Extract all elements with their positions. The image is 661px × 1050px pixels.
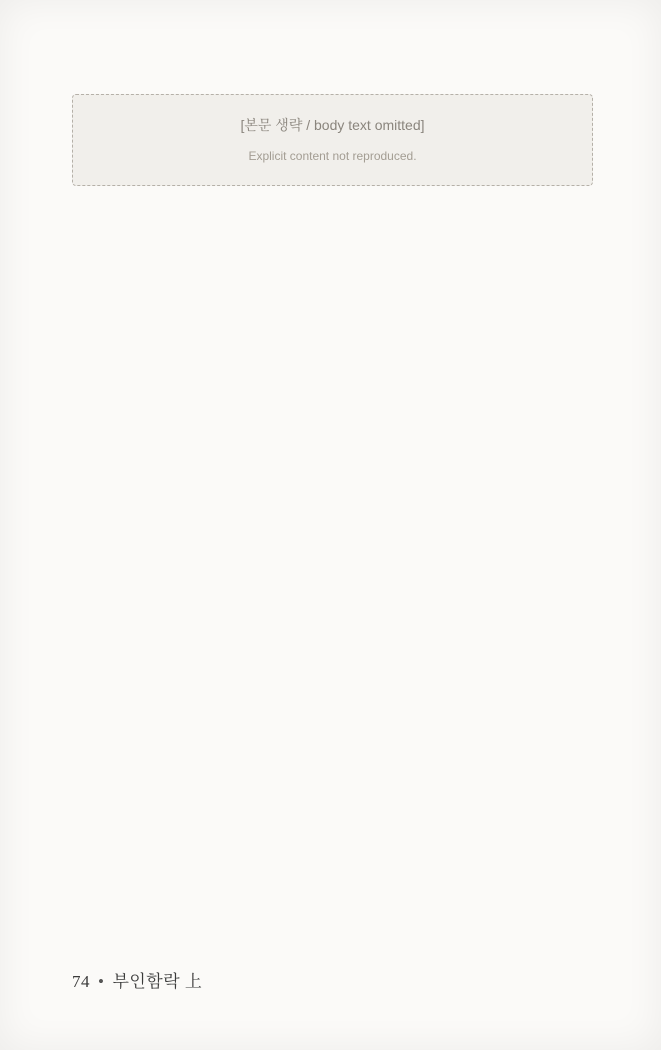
- redaction-note: Explicit content not reproduced.: [248, 148, 417, 163]
- redaction-label: [본문 생략 / body text omitted]: [240, 117, 425, 133]
- book-title: 부인함락 上: [112, 972, 203, 991]
- page-body: [72, 94, 593, 186]
- page-footer: [72, 967, 202, 992]
- page-number: 74: [72, 972, 90, 991]
- redacted-content-block: [72, 94, 593, 186]
- footer-separator: •: [98, 972, 105, 991]
